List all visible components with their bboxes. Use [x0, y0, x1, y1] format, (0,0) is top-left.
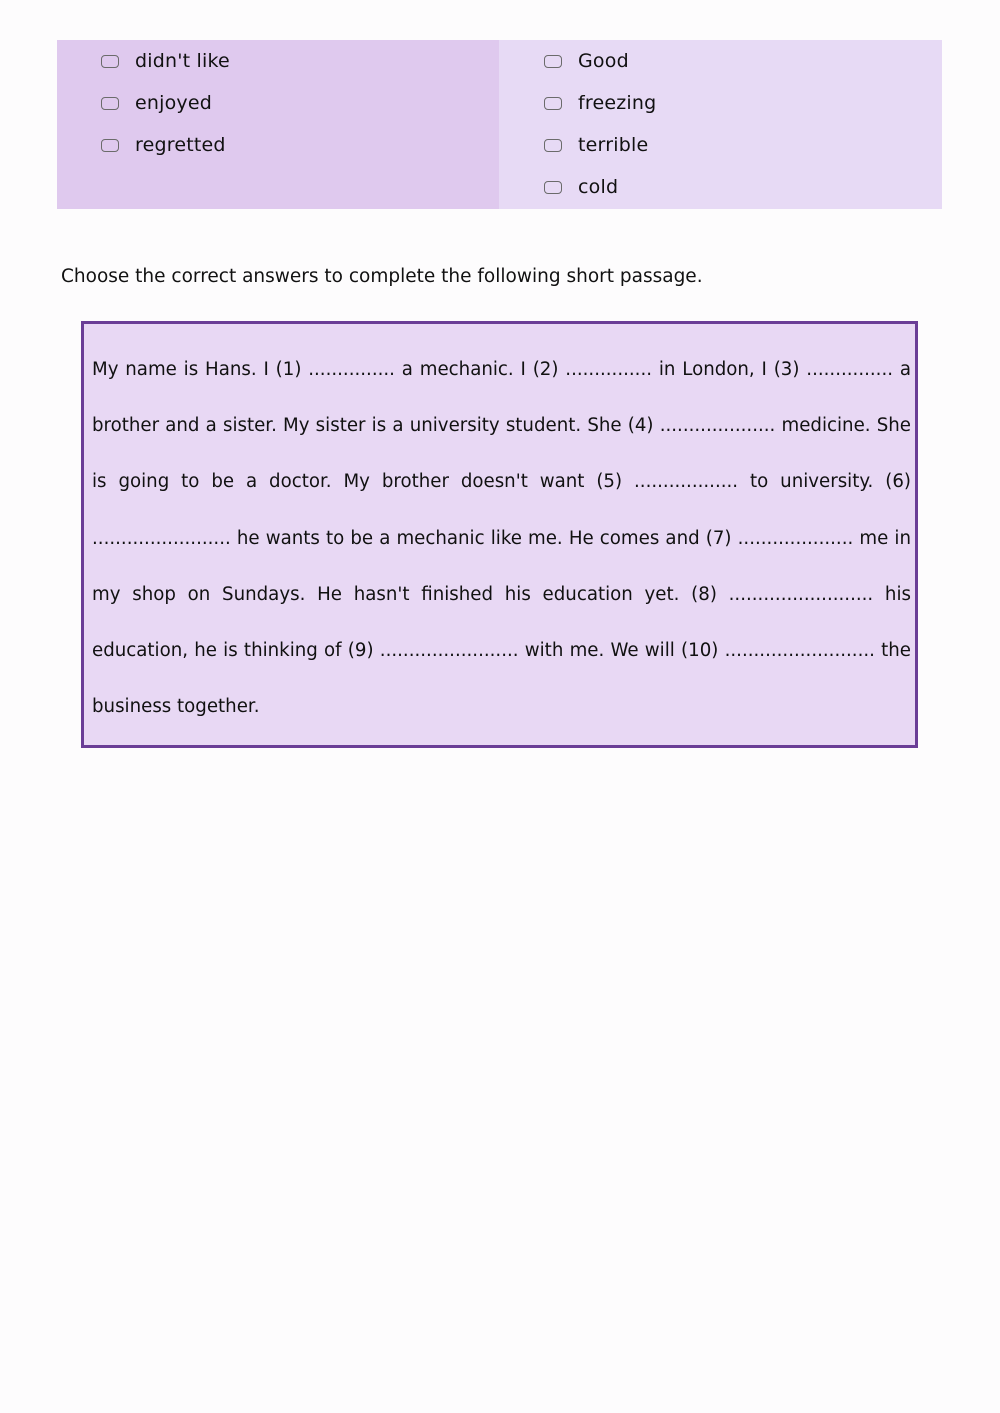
- option-label: didn't like: [135, 50, 230, 72]
- checkbox[interactable]: [101, 139, 119, 152]
- option-label: enjoyed: [135, 92, 213, 114]
- checkbox[interactable]: [544, 55, 562, 68]
- instruction-text: Choose the correct answers to complete the following short passage.: [61, 266, 703, 287]
- option-good[interactable]: [499, 40, 942, 82]
- passage-box: [81, 321, 918, 748]
- option-cold[interactable]: [499, 166, 942, 208]
- option-label: freezing: [578, 92, 657, 114]
- passage-text: My name is Hans. I (1) ............... a mechanic. I (2) ............... in London, I (3) ............... a brother and a sister. My sister is a university student. She (4) .................... medicine. She is going to be a doctor. My brother doesn't want (5) .................. to university. (6) ........................ he wants to be a mechanic like me. He comes and (7) .................... me in my shop on Sundays. He hasn't finished his education yet. (8) ......................... his education, he is thinking of (9) ........................ with me. We will (10) .......................... the business together.: [92, 359, 911, 718]
- checkbox[interactable]: [101, 55, 119, 68]
- checkbox[interactable]: [101, 97, 119, 110]
- option-regretted[interactable]: [57, 124, 499, 166]
- option-enjoyed[interactable]: [57, 82, 499, 124]
- option-label: cold: [578, 176, 619, 198]
- options-column-right: [499, 40, 942, 209]
- option-label: Good: [578, 50, 629, 72]
- option-label: regretted: [135, 134, 226, 156]
- option-label: terrible: [578, 134, 649, 156]
- checkbox[interactable]: [544, 181, 562, 194]
- options-block: [57, 40, 942, 209]
- option-didnt-like[interactable]: [57, 40, 499, 82]
- option-freezing[interactable]: [499, 82, 942, 124]
- checkbox[interactable]: [544, 139, 562, 152]
- option-terrible[interactable]: [499, 124, 942, 166]
- checkbox[interactable]: [544, 97, 562, 110]
- options-column-left: [57, 40, 499, 209]
